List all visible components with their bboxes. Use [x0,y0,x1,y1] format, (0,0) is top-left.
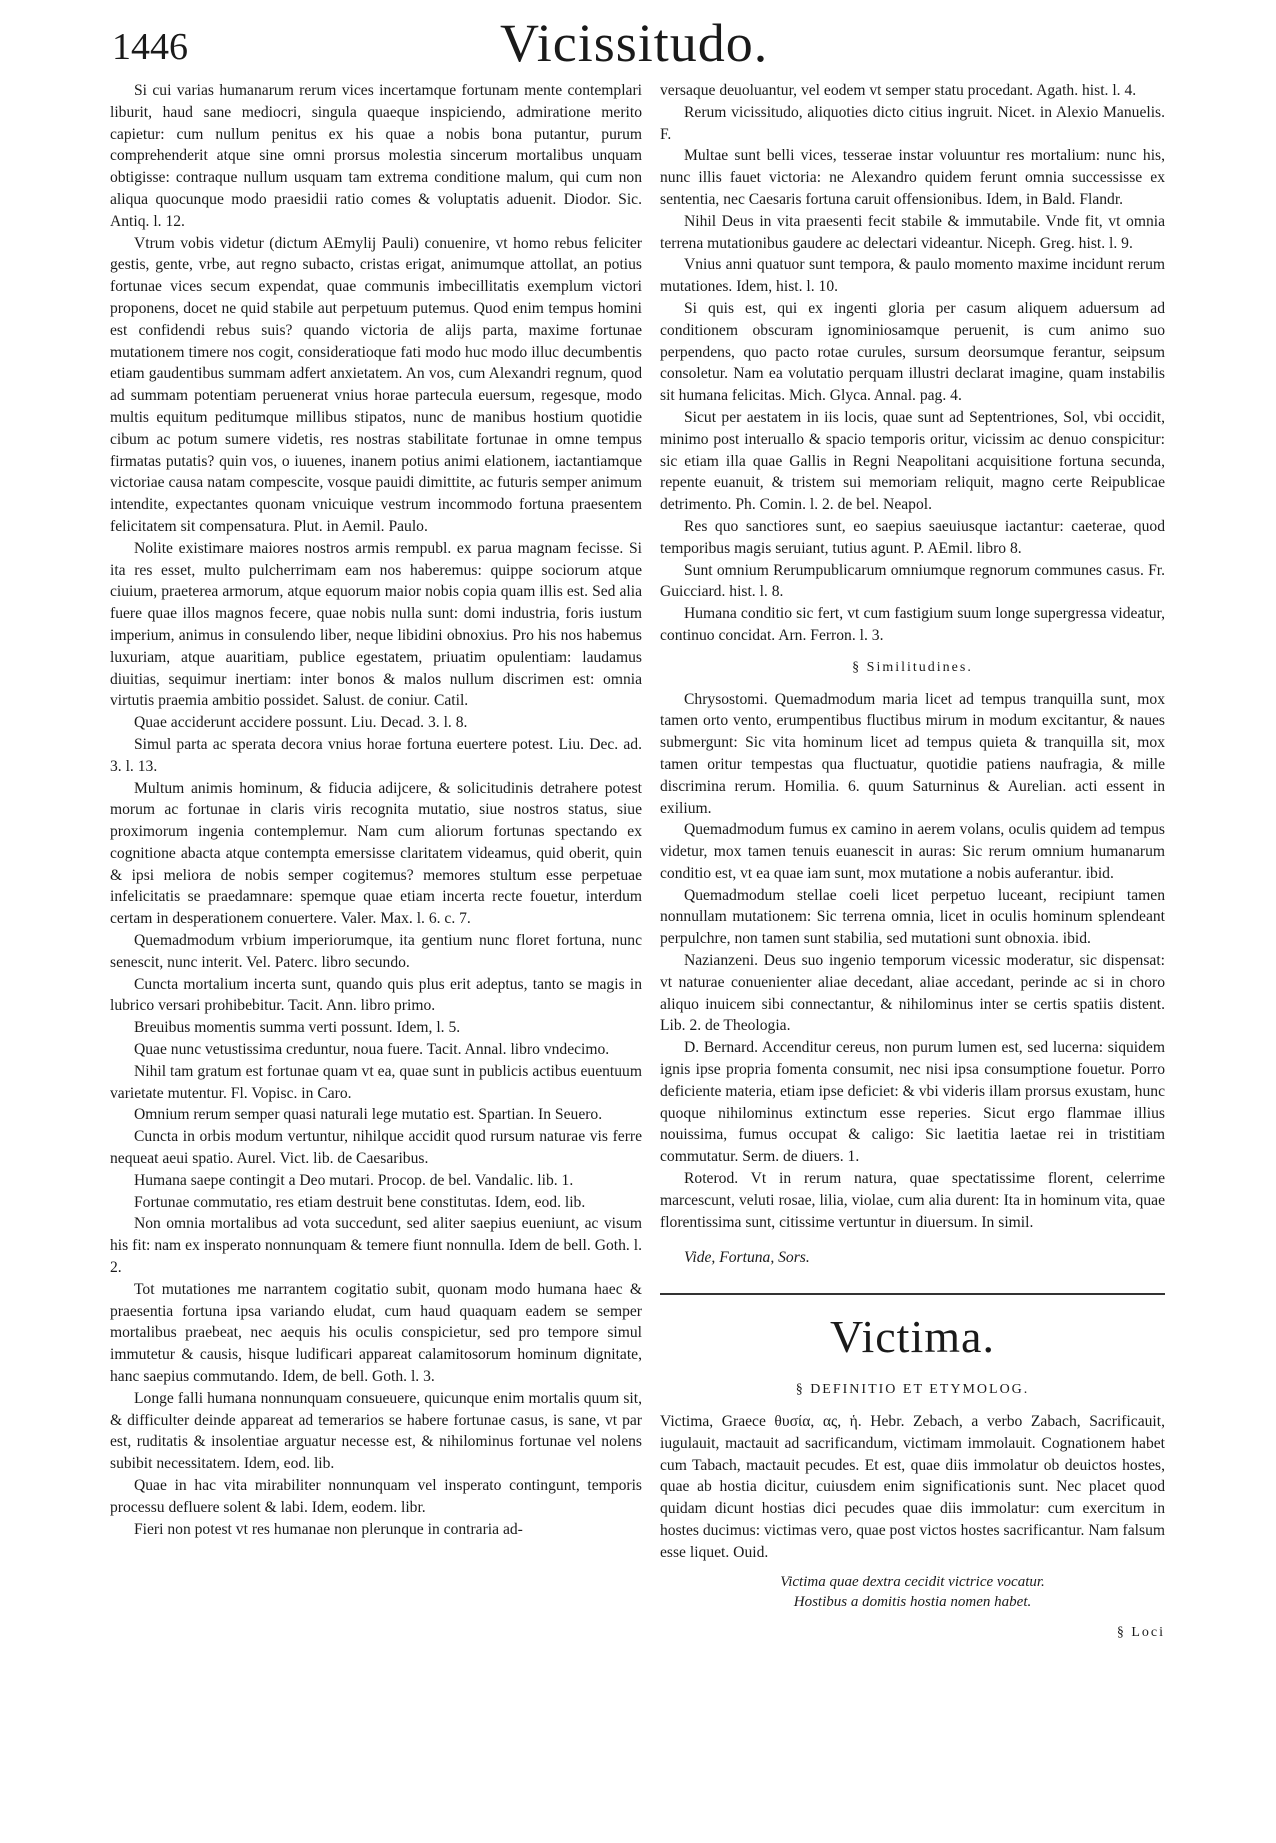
cross-reference: Vide, Fortuna, Sors. [684,1249,810,1267]
similitudo-paragraph: D. Bernard. Accenditur cereus, non purum lumen est, sed lucerna: siquidem ignis ipse propria fomenta consumit, nec nisi ipsa consumptione fouetur. Porro deficiente materia, etiam ipse deficiet: & vbi videris illam prorsus exustam, hunc quoque nihilominus extinctum esse reperies. Sicut ergo flammae illius nouissima, fumus occupat & caligo: Sic laetitia laetae rei in tristitiam commutatur. Serm. de diuers. 1. [660,1039,1165,1166]
paragraph: Tot mutationes me narrantem cogitatio subit, quonam modo humana haec & praesentia fortuna ipsa variando eludat, cum haud quaquam eadem se semper mortalibus praebeat, nec aequis his oculis conspicietur, sed pro tempore simul immutetur & causis, hisque ludificari appareat calamitosorum hominum dignitate, hanc saepius commutando. Idem, de bell. Goth. l. 3. [110,1280,642,1386]
similitudo-paragraph: Roterod. Vt in rerum natura, quae spectatissime florent, celerrime marcescunt, veluti rosae, lilia, violae, cum alia durent: Ita in hominum vita, quae florentissima sunt, citissime vertuntur in diuersum. In simil. [660,1170,1165,1231]
paragraph: Simul parta ac sperata decora vnius horae fortuna euertere potest. Liu. Dec. ad. 3. l. 13. [110,735,642,775]
similitudo-paragraph: Nazianzeni. Deus suo ingenio temporum vicessic moderatur, sic dispensat: vt naturae conuenienter aliae decedant, aliae accedant, perinde ac si in choro aliquo inuicem sibi connectantur, & nihilominus inter se certis spatiis distent. Lib. 2. de Theologia. [660,952,1165,1035]
paragraph: Nihil tam gratum est fortunae quam vt ea, quae sunt in publicis actibus euentuum varietate mutentur. Fl. Vopisc. in Caro. [110,1062,642,1102]
page-number: 1446 [112,26,188,68]
paragraph: Nolite existimare maiores nostros armis rempubl. ex parua magnam fecisse. Si ita res esset, multo pulcherrimam eam nos haberemus: quippe sociorum atque ciuium, praeterea armorum, atque equorum maior nobis copia quam illis est. Sed alia fuere quae illos magnos fecere, quae nobis nulla sunt: domi industria, foris iustum imperium, animus in consulendo liber, neque libidini obnoxius. Pro his nos habemus luxuriam, atque auaritiam, publice egestatem, priuatim opulentiam: laudamus diuitias, sequimur inertiam: inter bonos & malos nullum discrimen est: omnia virtutis praemia ambitio possidet. Salust. de coniur. Catil. [110,539,642,710]
paragraph: Cuncta mortalium incerta sunt, quando quis plus erit adeptus, tanto se magis in lubrico versari prohibebitur. Tacit. Ann. libro primo. [110,975,642,1015]
catchword: § Loci [1116,1624,1165,1640]
paragraph: Si quis est, qui ex ingenti gloria per casum aliquem aduersum ad conditionem obscuram ignominiosamque peruenit, is cum animo suo perpendens, quo pacto rotae curules, sursum deorsumque ferantur, seipsum consoletur. Nam ea volutatio perquam illustri declarat imagine, quam instabilis sit humana felicitas. Mich. Glyca. Annal. pag. 4. [660,299,1165,405]
paragraph: Non omnia mortalibus ad vota succedunt, sed aliter saepius eueniunt, ac visum his fit: nam ex insperato nonnunquam & temere fiunt nonnulla. Idem de bell. Goth. l. 2. [110,1215,642,1277]
paragraph: Vtrum vobis videtur (dictum AEmylij Pauli) conuenire, vt homo rebus feliciter gestis, gente, vrbe, aut regno subacto, cristas erigat, animumque attollat, an potius fortunae vices secum expendat, quae communis imbecillitatis exemplum victori proponens, docet ne quid stabile aut perpetuum putemus. Quod enim tempus homini est confidendi rebus suis? quando victoria de alijs parta, maxime fortunae mutationem timere nos cogit, consideratioque fati modo huc modo illuc decumbentis etiam gaudentibus summam adfert anxietatem. An vos, cum Alexandri regnum, quod ad summam potentiam peruenerat vnius horae partecula euersum, regesque, modo multis equitum peditumque millibus stipatos, nunc de manibus hostium quotidie cibum ac potum sumere videtis, res nostras stabilitate fortunae in omne tempus firmatas putatis? quin vos, o iuuenes, inanem potius animi elationem, iactantiamque victoriae causa natam compescite, vosque pauidi dimittite, ac futuris semper animum intendite, expectantes quonam vnicuique vestrum incommodo fortuna praesentem felicitatem sit compensatura. Plut. in Aemil. Paulo. [110,234,642,535]
paragraph: Rerum vicissitudo, aliquoties dicto citius ingruit. Nicet. in Alexio Manuelis. F. [660,103,1165,143]
paragraph: Sicut per aestatem in iis locis, quae sunt ad Septentriones, Sol, vbi occidit, minimo post interuallo & spacio temporis oritur, vicissim ac denuo conspicitur: sic etiam illa quae Gallis in Regni Neapolitani acquisitione fortuna secunda, repente euanuit, & tristem sui memoriam reliquit, magno certe Reipublicae detrimento. Ph. Comin. l. 2. de bel. Neapol. [660,408,1165,514]
paragraph: Res quo sanctiores sunt, eo saepius saeuiusque iactantur: caeterae, quod temporibus magis seruiant, tutius agunt. P. AEmil. libro 8. [660,517,1165,557]
paragraph: Sunt omnium Rerumpublicarum omniumque regnorum communes casus. Fr. Guicciard. hist. l. 8. [660,561,1165,601]
section-divider [660,1293,1165,1295]
paragraph: Omnium rerum semper quasi naturali lege mutatio est. Spartian. In Seuero. [134,1106,603,1124]
paragraph: versaque deuoluantur, vel eodem vt semper statu procedant. Agath. hist. l. 4. [660,82,1137,99]
paragraph: Multum animis hominum, & fiducia adijcere, & solicitudinis detrahere potest morum ac fortunae in claris viris recognita mutatio, siue nostros status, siue proximorum ingenia contemplemur. Nam cum aliorum fortunas spectando ex cognitione abacta atque contempta emersisse claritatem videamus, quid oberit, quin & ipsi meliora de nobis semper cogitemus? memores stultum esse perpetuae infelicitatis se praedamnare: spemque quae etiam incerta recte fouetur, interdum certam in desperationem conuertere. Valer. Max. l. 6. c. 7. [110,779,642,928]
page-title: Vicissitudo. [500,13,769,73]
right-column [660,80,1165,1643]
paragraph: Humana conditio sic fert, vt cum fastigium suum longe supergressa videatur, continuo concidat. Arn. Ferron. l. 3. [660,605,1165,644]
paragraph: Nihil Deus in vita praesenti fecit stabile & immutabile. Vnde fit, vt omnia terrena mutationibus gaudere ac delectari videantur. Niceph. Greg. hist. l. 9. [660,212,1165,252]
verse-line: Victima quae dextra cecidit victrice vocatur. [780,1573,1045,1590]
paragraph: Humana saepe contingit a Deo mutari. Procop. de bel. Vandalic. lib. 1. [134,1171,574,1189]
similitudo-paragraph: Quemadmodum stellae coeli licet perpetuo luceant, recipiunt tamen nonnullam mutationem: Sic terrena omnia, licet in oculis hominum splendeant perpulchre, non tamen sunt stabilia, sed mutationi sunt obnoxia. ibid. [660,886,1165,948]
definitio-heading: § DEFINITIO ET ETYMOLOG. [795,1382,1030,1398]
paragraph: Cuncta in orbis modum vertuntur, nihilque accidit quod rursum naturae vis ferre nequeat aeui spatio. Aurel. Vict. lib. de Caesaribus. [110,1128,642,1168]
verse-line: Hostibus a domitis hostia nomen habet. [793,1593,1032,1610]
definitio-paragraph: Victima, Graece θυσία, ας, ἡ. Hebr. Zebach, a verbo Zabach, Sacrificauit, iugulauit, mactauit ad sacrificandum, victimam immolauit. Cognationem habet cum Tabach, mactauit pecudes. Et est, quae diis immolatur ob deuictos hostes, quae ab hostia dicitur, cuiusdem enim significationis sunt. Nec placet quod quidam dicunt hostias dici pecudes quae diis immolatur: cum exercitum in hostes ducimus: victimas vero, quae post victos hostes sacrificantur. Nam falsum esse liquet. Ouid. [660,1413,1165,1561]
paragraph: Quae nunc vetustissima creduntur, noua fuere. Tacit. Annal. libro vndecimo. [134,1041,610,1059]
left-column [110,80,642,1540]
paragraph: Longe falli humana nonnunquam consueuere, quicunque enim mortalis quum sit, & difficulter deinde appareat ad temerarios se habere fortunae casus, is sane, vt par est, ruditatis & insolentiae arguatur necesse est, & nihilominus fortunae vel nolens subibit necessitatem. Idem, eod. lib. [110,1389,642,1473]
similitudo-paragraph: Quemadmodum fumus ex camino in aerem volans, oculis quidem ad tempus videtur, mox tamen tenuis euanescit in auras: Sic rerum omnium humanarum conditio est, vt ea quae iam sunt, mox mutatione a nobis auferantur. ibid. [660,821,1165,882]
similitudines-heading: § Similitudines. [852,659,973,675]
section-title-victima: Victima. [830,1311,995,1363]
paragraph: Quemadmodum vrbium imperiorumque, ita gentium nunc floret fortuna, nunc senescit, nunc interit. Vel. Paterc. libro secundo. [110,932,642,971]
paragraph: Fortunae commutatio, res etiam destruit bene constitutas. Idem, eod. lib. [134,1193,586,1211]
paragraph: Si cui varias humanarum rerum vices incertamque fortunam mente contemplari liburit, haud sane mediocri, singula quaeque inspiciendo, admiratione merito capietur: cum nullum penitus ex his quae a nobis bona putantur, purum comprehenderit atque sine omni prorsus molestia sincerum mortalibus unquam obtigisse: contraque nullum usquam tam extrema conditione malum, qui cum non aliqua quocunque modo praesidii ratio comes & voluptatis aduenit. Diodor. Sic. Antiq. l. 12. [110,82,642,230]
paragraph: Vnius anni quatuor sunt tempora, & paulo momento maxime incidunt rerum mutationes. Idem, hist. l. 10. [660,256,1165,296]
paragraph: Fieri non potest vt res humanae non plerunque in contraria ad- [134,1520,523,1538]
paragraph: Multae sunt belli vices, tesserae instar voluuntur res mortalium: nunc his, nunc illis fauet victoria: ne Alexandro quidem ferunt omnia successisse ex sententia, nec Caesaris fortuna caruit offensionibus. Idem, in Bald. Flandr. [660,147,1165,208]
paragraph: Breuibus momentis summa verti possunt. Idem, l. 5. [134,1019,461,1037]
paragraph: Quae acciderunt accidere possunt. Liu. Decad. 3. l. 8. [134,714,468,732]
similitudo-paragraph: Chrysostomi. Quemadmodum maria licet ad tempus tranquilla sunt, mox tamen orto vento, erumpentibus fluctibus mirum in modum excitantur, & naues submergunt: Sic vita hominum licet ad tempus quieta & tranquilla sit, mox tamen oritur tempestas qua fluctuatur, quotidie patiens naufragia, & mille discrimina rerum. Homilia. 6. quum Saturninus & Aurelian. acti essent in exilium. [660,690,1165,817]
paragraph: Quae in hac vita mirabiliter nonnunquam vel insperato contingunt, temporis processu defluere solent & labi. Idem, eodem. libr. [110,1477,642,1516]
